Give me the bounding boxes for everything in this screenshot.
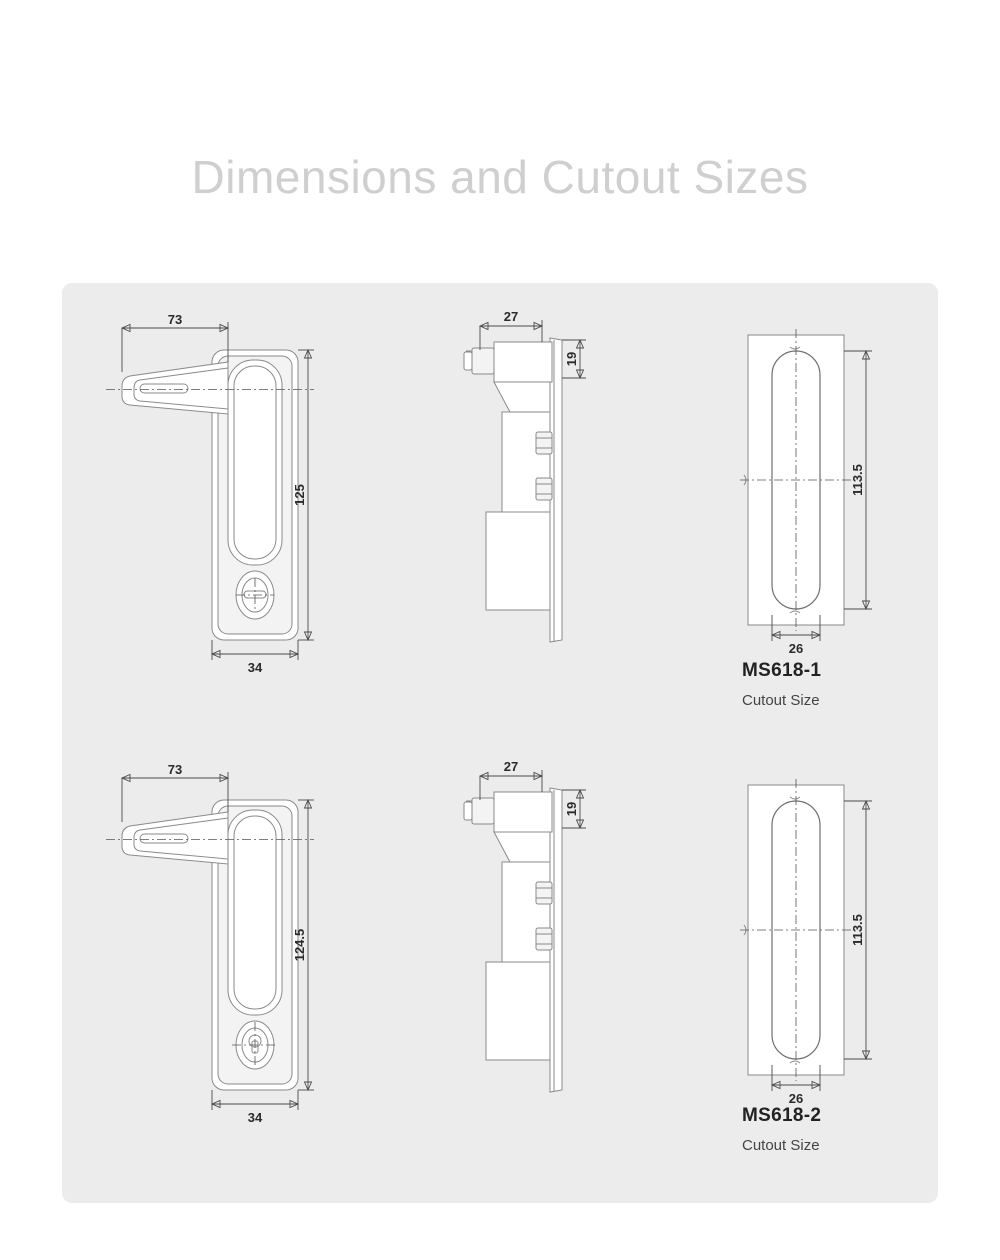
label-ms618-1 — [742, 660, 821, 709]
cutout-caption-1: Cutout Size — [742, 692, 820, 709]
dim-front1-width: 73 — [167, 312, 183, 327]
label-ms618-2 — [742, 1105, 821, 1154]
dim-side2-thickness: 19 — [564, 801, 579, 817]
cutout-caption-2: Cutout Size — [742, 1137, 820, 1154]
dim-cutout1-width: 26 — [788, 641, 804, 656]
dim-cutout2-height: 113.5 — [850, 914, 865, 946]
dim-front1-base: 34 — [247, 660, 263, 675]
figure-front-view-2 — [100, 760, 360, 1130]
figure-front-view-1 — [100, 310, 360, 680]
dim-cutout2-width: 26 — [788, 1091, 804, 1106]
model-name-1: MS618-1 — [742, 660, 822, 681]
figure-cutout-1 — [730, 325, 930, 655]
page-title: Dimensions and Cutout Sizes — [191, 151, 809, 203]
model-name-2: MS618-2 — [742, 1105, 822, 1126]
figure-side-view-1 — [450, 310, 630, 680]
dim-front1-height: 125 — [292, 484, 307, 506]
figure-cutout-2 — [730, 775, 930, 1105]
dim-cutout1-height: 113.5 — [850, 464, 865, 496]
figure-side-view-2 — [450, 760, 630, 1130]
dim-side2-depth: 27 — [503, 759, 519, 774]
dim-side1-thickness: 19 — [564, 351, 579, 367]
dim-front2-width: 73 — [167, 762, 183, 777]
dim-side1-depth: 27 — [503, 309, 519, 324]
dim-front2-base: 34 — [247, 1110, 263, 1125]
dim-front2-height: 124.5 — [292, 928, 307, 962]
